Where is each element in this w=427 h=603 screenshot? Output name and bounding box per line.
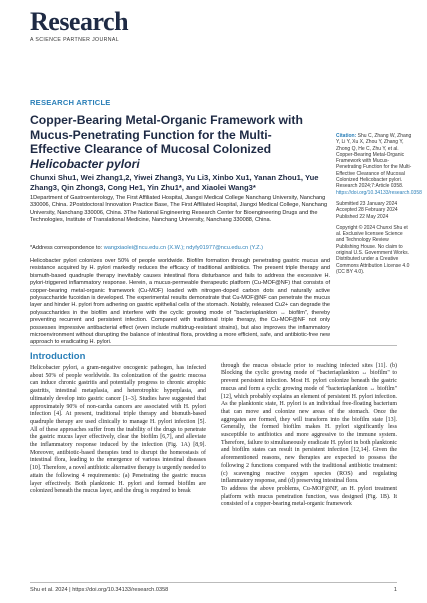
dates-block: Submitted 23 January 2024 Accepted 28 February 2024 Published 22 May 2024 — [336, 200, 398, 220]
title-main: Copper-Bearing Metal-Organic Framework with Mucus-Penetrating Function for the Multi-Effective Clearance of Mucosal Colonized — [30, 113, 303, 156]
intro-paragraph-1: Helicobacter pylori, a gram-negative oncogenic pathogen, has infected about 50% of people worldwide. Its colonization of the gastric mucosa can induce chronic gastritis and potentially progress to chronic atrophic gastritis, intestinal metaplasia, and heterotrophic hyperplasia, and ultimately develop into gastric cancer [1–3]. Studies have suggested that approximately 90% of non-cardia cancers are associated with H. pylori infection [4]. At present, traditional triple therapy and bismuth-based quadruple therapy are used clinically to manage H. pylori infection [5]. All of these approaches suffer from the inability of the drugs to penetrate the gastric mucus layer effectively, clear the biofilm [6,7], and alleviate the inflammatory response induced by the infection (Fig. 1A) [8,9]. Moreover, antibiotic-based therapies tend to disrupt the homeostasis of intestinal flora, leading to the emergence of various intestinal diseases [10]. Therefore, a novel antibiotic alternative therapy is urgently needed to attain the following 4 requirements: (a) Penetrating the gastric mucus layer effectively. Both planktonic H. pylori and formed biofilm are colonized beneath the mucus layer, and the drug is required to break — [30, 365, 206, 495]
page-number: 1 — [393, 587, 397, 593]
journal-name: Research — [30, 7, 129, 36]
footer-citation: Shu et al. 2024 | https://doi.org/10.34133/research.0358 — [30, 587, 169, 593]
article-type: RESEARCH ARTICLE — [30, 98, 111, 107]
sidebar — [336, 133, 422, 280]
correspondence-label: *Address correspondence to: — [30, 245, 103, 251]
intro-column-right — [221, 355, 397, 517]
footer-divider — [30, 582, 397, 583]
affiliations: 1Department of Gastroenterology, The First Affiliated Hospital, Jiangxi Medical College Nanchang University, Nanchang 330006, China. 2Postdoctoral Innovation Practice Base, The First Affiliated Hospital, Jiangxi Medical College, Nanchang University, Nanchang 330006, China. 3The National Engineering Research Center for Bioengineering Drugs and the Technologies, Institute of Translational Medicine, Nanchang University, Nanchang 330088, China. — [30, 195, 328, 224]
article-title — [30, 113, 315, 171]
title-italic: Helicobacter pylori — [30, 156, 140, 171]
journal-tagline: A SCIENCE PARTNER JOURNAL — [30, 37, 120, 43]
abstract: Helicobacter pylori colonizes over 50% of people worldwide. Biofilm formation through penetrating gastric mucus and resistance acquired by H. pylori markedly reduces the efficacy of traditional antibiotics. The present triple therapy and bismuth-based quadruple therapy inevitably causes intestinal flora disturbance and fails to address the excessive H. pylori-triggered inflammatory response. Herein, a mucus-permeable therapeutic platform (Cu-MOF@NF) that consists of copper-bearing metal-organic framework (Cu-MOF) loaded with nitrogen-doped carbon dots and naturally active polysaccharide fucoidan is developed. The experimental results demonstrate that Cu-MOF@NF can penetrate the mucus layer and hinder H. pylori from adhering on gastric epithelial cells of the stomach. Notably, released Cu2+ can degrade the polysaccharides in the biofilm and interfere with the cyclic growing mode of "bacteriaplankton ↔ biofilm", thereby preventing recurrent and persistent infection. Compared with traditional triple therapy, the Cu-MOF@NF not only possesses impressive antibacterial effect (even include multidrug-resistant strains), but also improves the inflammatory microenvironment without disrupting the balance of intestinal flora, providing a more efficient, safe, and antibiotic-free new approach to eradicating H. pylori. — [30, 258, 330, 346]
citation-block — [336, 133, 422, 196]
copyright-block: Copyright © 2024 Chunxi Shu et al. Exclusive licensee Science and Technology Review Publishing House. No claim to original U.S. Government Works. Distributed under a Creative Commons Attribution License 4.0 (CC BY 4.0). — [336, 224, 410, 275]
citation-label: Citation: — [336, 133, 357, 139]
citation-doi-link[interactable]: https://doi.org/10.34133/research.0358 — [336, 189, 422, 196]
section-divider — [30, 345, 397, 346]
journal-masthead — [30, 9, 128, 43]
intro-paragraph-2: through the mucus obstacle prior to reaching infected sites [11]. (b) Blocking the cyclic growing mode of "bacteriaplankton ↔ biofilm" to prevent persistent infection. Most H. pylori colonize beneath the gastric mucus and form a cyclic growing mode of "bacteriaplankton ↔ biofilm" [12], which probably explains an element of persistent H. pylori infection. As the planktonic state, H. pylori is an individual free-floating bacterium that can move and colonize new areas of the stomach. Once the aggregates are formed, they will transform into the biofilm state [13]. Generally, the formed biofilm makes H. pylori significantly less susceptible to antibiotics and more aggressive to the immune system. Therefore, failure to simultaneously eradicate H. pylori in both planktonic and biofilm states can result in persistent infection [12,14]. Given the aforementioned reasons, new therapies are expected to possess the following 2 functions compared with the traditional antibiotic treatment: (c) scavenging reactive oxygen species (ROS) and regulating inflammatory response, and (d) preserving intestinal flora. To address the above problems, Cu-MOF@NF, an H. pylori treatment platform with mucus penetration function, was designed (Fig. 1B). It consisted of a copper-bearing metal-organic framework — [221, 362, 397, 508]
citation-text: Shu C, Zhang W, Zhang Y, Li Y, Xu X, Zhou Y, Zhang Y, Zhong Q, He C, Zhu Y, et al. Copper-Bearing Metal-Organic Framework with Mucus-Penetrating Function for the Multi-Effective Clearance of Mucosal Colonized Helicobacter pylori. Research 2024;7:Article 0358. — [336, 133, 412, 190]
introduction-heading: Introduction — [30, 351, 86, 362]
author-list: Chunxi Shu1, Wei Zhang1,2, Yiwei Zhang3, Yu Li3, Xinbo Xu1, Yanan Zhou1, Yue Zhang3, Qin Zhong3, Cong He1, Yin Zhu1*, and Xiaolei Wang3* — [30, 173, 319, 192]
correspondence — [30, 245, 330, 251]
correspondence-emails[interactable]: wangxiaolei@ncu.edu.cn (X.W.); ndyfy01977@ncu.edu.cn (Y.Z.) — [103, 245, 263, 251]
intro-column-left — [30, 365, 206, 496]
